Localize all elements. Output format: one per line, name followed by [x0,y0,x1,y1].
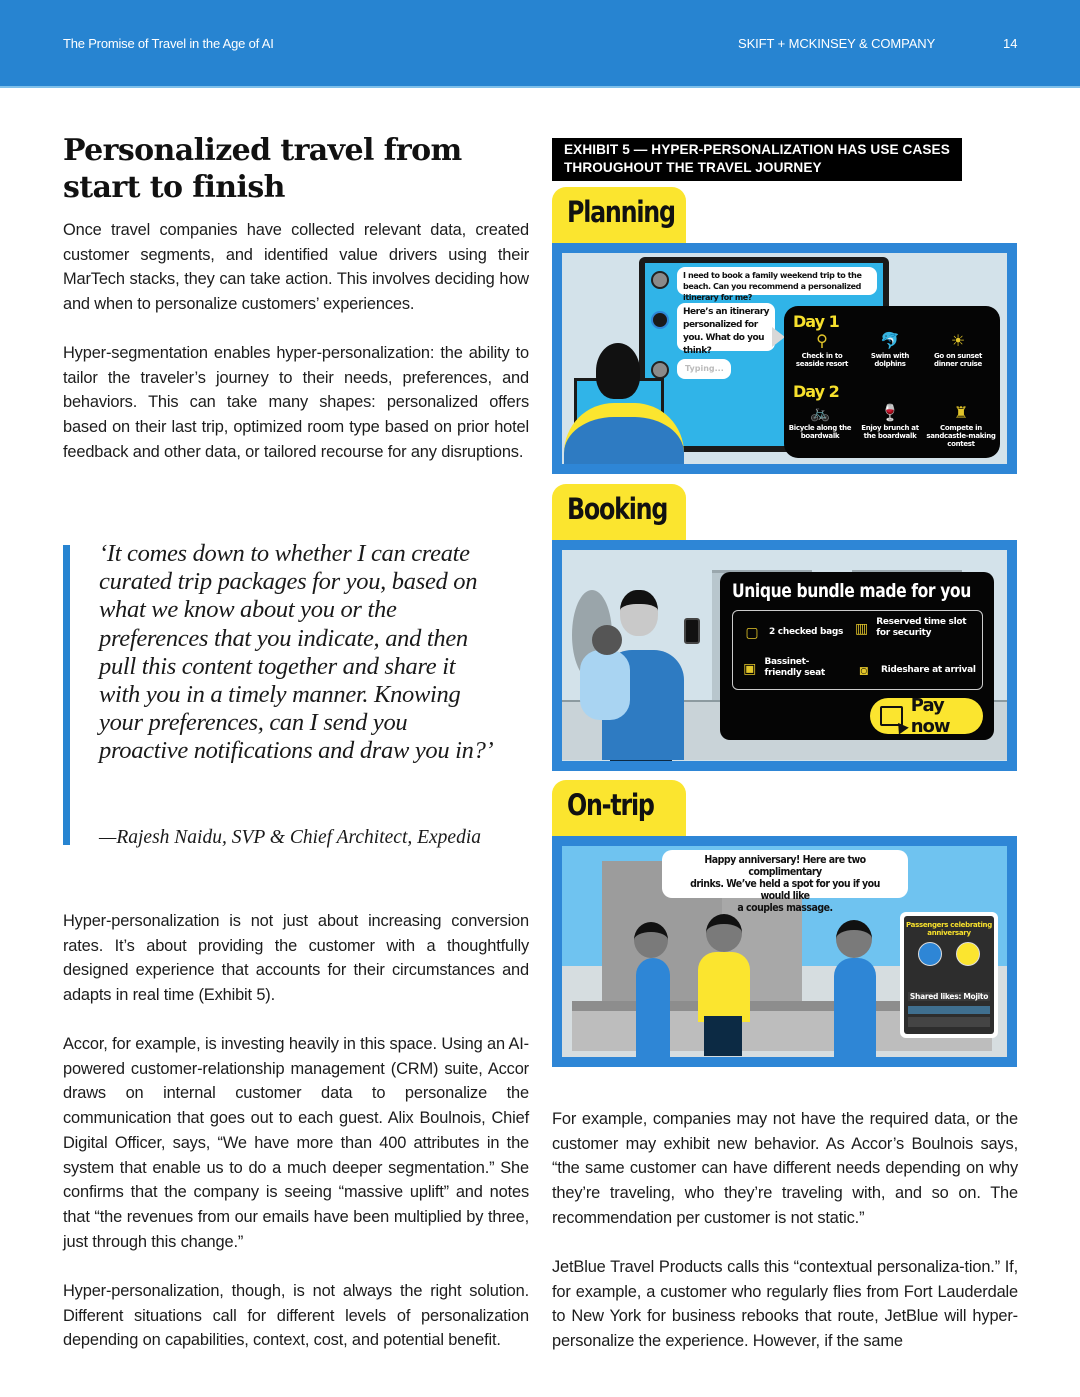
bundle-item-rideshare: ◙ Rideshare at arrival [855,661,976,679]
shared-likes-label: Shared likes: Mojito [909,992,989,1001]
booking-illustration [562,550,1007,761]
bundle-items [732,610,983,690]
paragraph-boulnois-quote: For example, companies may not have the required data, or the customer may exhibit new behavior. As Accor’s Boulnois says, “the same customer can have different needs depending on why they’re traveling, who they’re traveling with, and so on. The recommendation per customer is not static.” [552,1110,1018,1227]
pay-now-button[interactable]: Pay now [870,698,983,734]
dolphin-icon: 🐬 [880,333,900,350]
baby-figure [580,650,630,720]
booking-panel [552,540,1017,771]
map-pin-icon: ⚲ [816,333,828,350]
activity-bicycle: 🚲 Bicycle along the boardwalk [788,405,852,440]
activity-sandcastle: ♜ Compete in sandcastle-making contest [926,405,996,448]
staff-speech-bubble: Happy anniversary! Here are two complimentary drinks. We’ve held a spot for you if you would like a couples massage. [662,850,908,898]
guest-man-figure [698,952,750,1022]
publisher-label: SKIFT + MCKINSEY & COMPANY [738,36,936,51]
activity-dolphins: 🐬 Swim with dolphins [870,333,910,368]
sunset-icon: ☀ [950,333,966,350]
typing-indicator: Typing... [677,359,731,379]
paragraph-hyper-segmentation: Hyper-segmentation enables hyper-personalization: the ability to tailor the traveler’s journey to their needs, preferences, and behaviors. This can take many shapes: personalized offers based on their last trip, optimized room type based on prior hotel feedback and other data, or tailored recourse for any disruptions. [63,344,529,461]
planning-illustration [562,253,1007,464]
paragraph-jetblue: JetBlue Travel Products calls this “contextual personaliza-tion.” If, for example, a customer who regularly flies from Fort Lauderdale to New York for business rebooks that route, JetBlue will hyper-personalize the experience. However, if the same [552,1258,1018,1351]
planning-panel [552,243,1017,474]
section-heading: Personalized travel from start to finish [63,133,462,205]
luggage-icon: ▢ [745,624,759,640]
staff-figure [834,958,876,1057]
exhibit-title: EXHIBIT 5 — HYPER-PERSONALIZATION HAS USE CASES THROUGHOUT THE TRAVEL JOURNEY [552,138,962,181]
day-1-label: Day 1 [793,312,839,331]
guest-woman-figure [636,958,670,1057]
stage-label: Booking [567,492,668,526]
activity-brunch: 🍷 Enjoy brunch at the boardwalk [861,405,919,440]
paragraph-intro: Once travel companies have collected relevant data, created customer segments, and identified value drivers using their MarTech stacks, they can take action. This involves deciding how and when to personalize customers’ experiences. [63,221,529,314]
bot-avatar-icon [651,311,669,329]
pull-quote-bar [63,545,70,845]
user-avatar-icon [651,361,669,379]
sandcastle-icon: ♜ [953,405,969,422]
activity-check-in: ⚲ Check in to seaside resort [795,333,849,368]
mother-head [620,590,658,636]
pull-quote-attribution: —Rajesh Naidu, SVP & Chief Architect, Expedia [99,827,482,848]
paragraph-accor: Accor, for example, is investing heavily in this space. Using an AI-powered customer-relationship management (CRM) suite, Accor draws on internal customer data to personalize the communication that goes out to each guest. Alix Boulnois, Chief Digital Officer, says, “We have more than 400 attributes in the system that enable us to do a much deeper segmentation.” She confirms that the company is seeing “massive uplift” and notes that “the revenues from our emails have been multiplied by three, just through this change.” [63,1035,529,1251]
payment-cursor-icon [880,706,903,726]
pull-quote-text: ‘It comes down to whether I can create curated trip packages for you, based on what we know about you or the preferences that you indicate, and then pull this content together and share it with you in a timely manner. Knowing your preferences, can I send you proactive notifications and draw you in?’ [99,540,494,765]
bundle-item-bags: ▢ 2 checked bags [743,623,843,641]
traveler-head [596,343,640,399]
bundle-item-security: ▥ Reserved time slot for security [855,617,967,638]
stage-tab-planning [552,187,686,243]
staff-tablet [900,912,998,1038]
page-header [0,0,1080,88]
bot-chat-message: Here’s an itinerary personalized for you. What do you think? [677,303,775,351]
page-number: 14 [1003,36,1018,51]
seat-icon: ▣ [743,660,757,676]
car-icon: ◙ [859,662,869,678]
bundle-item-seat: ▣ Bassinet-friendly seat [743,657,825,678]
bundle-title: Unique bundle made for you [732,580,971,602]
phone-icon [684,618,700,644]
bundle-offer-card [720,572,994,740]
brunch-icon: 🍷 [880,405,900,422]
user-avatar-icon [651,271,669,289]
paragraph-conversion: Hyper-personalization is not just about increasing conversion rates. It’s about providing the customer with a thoughtfully designed experience that accounts for their circumstances and adapts in real time (Exhibit 5). [63,912,529,1005]
on-trip-illustration [562,846,1007,1057]
on-trip-panel [552,836,1017,1067]
itinerary-card [784,306,1000,458]
stage-label: On-trip [567,788,654,822]
user-chat-message: I need to book a family weekend trip to the beach. Can you recommend a personalized itinerary for me? [677,267,877,295]
passenger-avatar-icon [956,942,980,966]
passenger-avatar-icon [918,942,942,966]
paragraph-not-always: Hyper-personalization, though, is not always the right solution. Different situations call for different levels of personalization depending on capabilities, context, cost, and potential benefit. [63,1282,529,1350]
activity-sunset-cruise: ☀ Go on sunset dinner cruise [933,333,982,368]
stage-label: Planning [567,195,675,229]
stage-tab-booking [552,484,686,540]
bicycle-icon: 🚲 [810,405,830,422]
security-icon: ▥ [855,620,869,636]
day-2-label: Day 2 [793,382,839,401]
tablet-title: Passengers celebrating anniversary [906,921,992,937]
stage-tab-on-trip [552,780,686,836]
document-title: The Promise of Travel in the Age of AI [63,36,274,51]
